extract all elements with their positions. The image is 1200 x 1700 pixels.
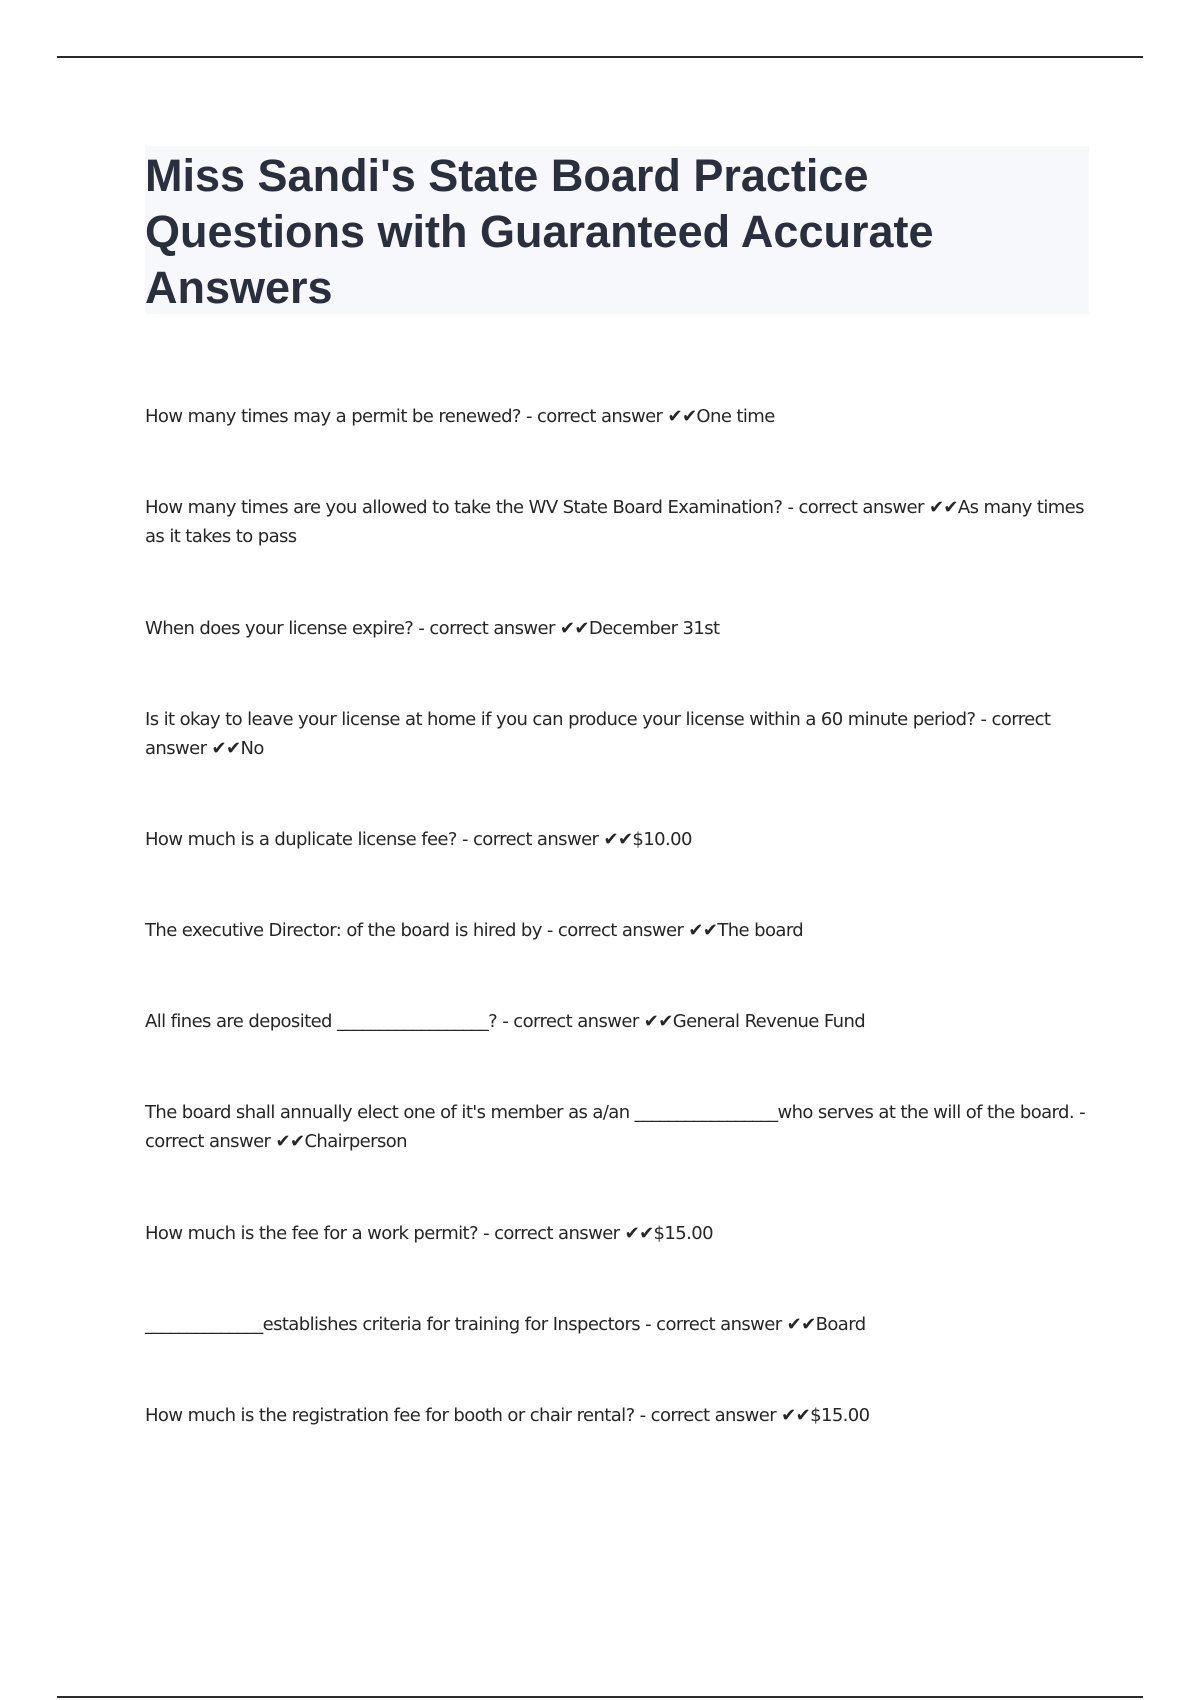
qa-item-9: How much is the fee for a work permit? - correct answer ✔✔$15.00 <box>145 1223 713 1244</box>
qa-item-8: The board shall annually elect one of it's member as a/an _________________who serves at the will of the board. - correct answer ✔✔Chairperson <box>145 1102 1085 1152</box>
qa-item-10: ______________establishes criteria for training for Inspectors - correct answer ✔✔Board <box>145 1314 866 1335</box>
bottom-rule <box>57 1696 1143 1698</box>
qa-item-6: The executive Director: of the board is hired by - correct answer ✔✔The board <box>145 920 804 941</box>
qa-item-5: How much is a duplicate license fee? - correct answer ✔✔$10.00 <box>145 829 692 850</box>
qa-item-7: All fines are deposited __________________? - correct answer ✔✔General Revenue Fund <box>145 1011 866 1032</box>
qa-item-1: How many times may a permit be renewed? - correct answer ✔✔One time <box>145 406 775 427</box>
qa-item-11: How much is the registration fee for booth or chair rental? - correct answer ✔✔$15.00 <box>145 1405 870 1426</box>
qa-item-4: Is it okay to leave your license at home if you can produce your license within a 60 minute period? - correct answer ✔✔No <box>145 709 1051 759</box>
qa-item-2: How many times are you allowed to take the WV State Board Examination? - correct answer ✔✔As many times as it takes to pass <box>145 497 1084 547</box>
qa-item-3: When does your license expire? - correct answer ✔✔December 31st <box>145 618 720 639</box>
document-title: Miss Sandi's State Board Practice Questions with Guaranteed Accurate Answers <box>145 150 934 313</box>
top-rule <box>57 56 1143 58</box>
title-banner <box>145 146 1089 314</box>
